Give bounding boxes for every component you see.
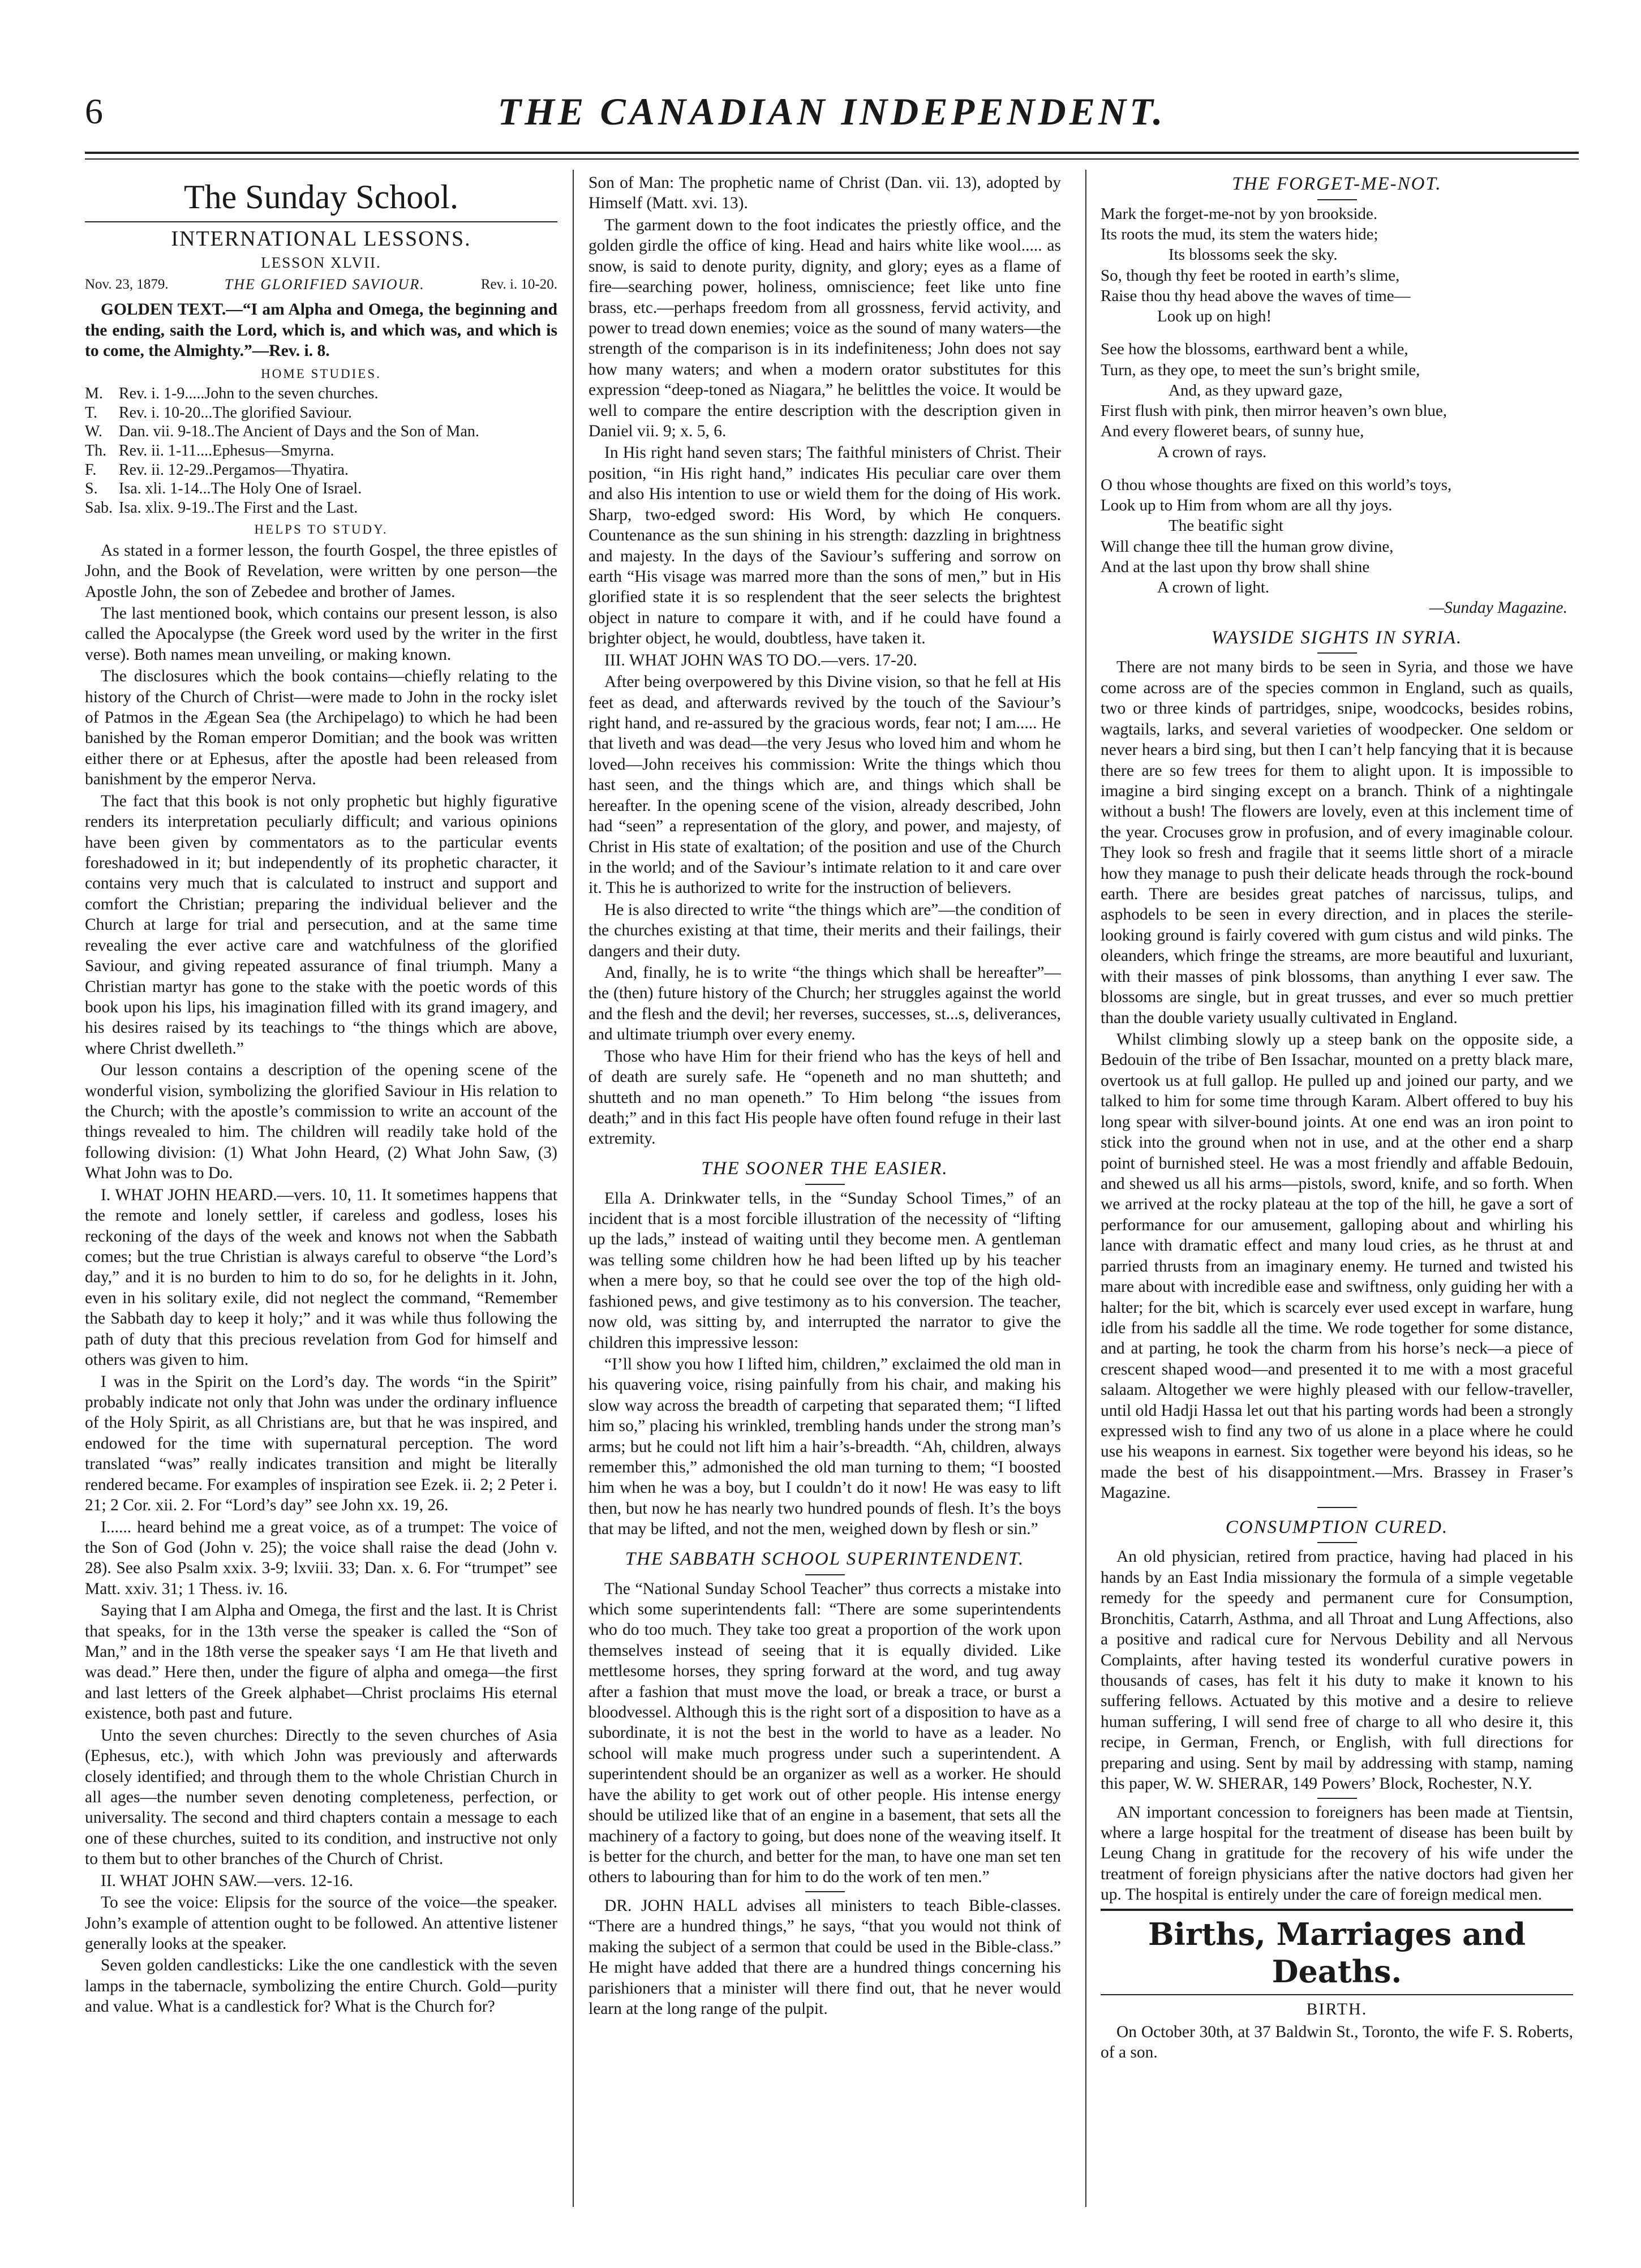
divider (1317, 1798, 1357, 1799)
study-day: M. (85, 385, 103, 403)
study-row (85, 422, 557, 441)
column-divider-1 (573, 170, 574, 2207)
lesson-title-row (85, 276, 557, 294)
paragraph: The last mentioned book, which contains our present lesson, is also called the Apocalypse (the Greek word used by the writer in the first verse). Both names mean unveiling, or making known. (85, 604, 557, 664)
poem (1101, 204, 1573, 598)
poem-line: A crown of light. (1157, 578, 1270, 596)
paragraph: As stated in a former lesson, the fourth Gospel, the three epistles of John, and the Book of Revelation, were written by one person—the Apostle John, the son of Zebedee and brother of James. (85, 541, 557, 601)
poem-line: A crown of rays. (1157, 443, 1267, 461)
paragraph: I. WHAT JOHN HEARD.—vers. 10, 11. It sometimes happens that the remote and lonely settler, if careless and godless, loses his reckoning of the days of the week and knows not when the Sabbath comes; but the true Christian is always careful to observe “the Lord’s day,” and it is no burden to him to do so, for he delights in it. John, even in his solitary exile, did not neglect the command, “Remember the Sabbath day to keep it holy;” and it was while thus following the path of duty that this precious revelation from God for himself and others was given to him. (85, 1185, 557, 1369)
poem-line: O thou whose thoughts are fixed on this world’s toys, (1101, 475, 1452, 494)
study-day: T. (85, 403, 98, 422)
page-header (85, 85, 1579, 147)
header-rule-thin (85, 158, 1579, 160)
paragraph: I was in the Spirit on the Lord’s day. The words “in the Spirit” probably indicate not only that John was under the ordinary influence of the Holy Spirit, as all Christians are, but that he was inspired, and endowed for the time with supernatural perception. The word translated “was” really indicates transition and might be literally rendered became. For examples of inspiration see Ezek. ii. 2; 2 Peter i. 21; 2 Cor. xii. 2. For “Lord’s day” see John xx. 19, 26. (85, 1372, 557, 1515)
paragraph: In His right hand seven stars; The faithful ministers of Christ. Their position, “in His right hand,” indicates His peculiar care over them and also His intention to use or wield them for the doing of His work. Sharp, two-edged sword: His Word, by which He conquers. Countenance as the sun shining in his strength: dazzling in brightness and majesty. In the days of the Saviour’s suffering and sorrow on earth “His visage was marred more than the sons of men,” but in His glorified state it is so resplendent that the seer selects the brightest object in nature to compare it with, and if he could have found a brighter object, he would, doubtless, have taken it. (588, 444, 1061, 648)
divider (1317, 652, 1357, 654)
paragraph: I...... heard behind me a great voice, as of a trumpet: The voice of the Son of God (John v. 25); the voice shall raise the dead (John v. 28). See also Psalm xxix. 3-9; lxviii. 33; Dan. x. 6. For “trumpet” see Matt. xxiv. 31; 1 Thess. iv. 16. (85, 1518, 557, 1598)
paragraph: DR. JOHN HALL advises all ministers to teach Bible-classes. “There are a hundred things,” he says, “that you would not think of making the subject of a sermon that could be used in the Bible-class.” He might have added that there are a hundred things concerning his parishioners that a minister will there find out, that he never would learn at the long range of the pulpit. (588, 1896, 1061, 2018)
study-row (85, 384, 557, 403)
section-title-sunday-school: The Sunday School. (184, 178, 458, 216)
home-studies-heading: HOME STUDIES. (261, 366, 381, 381)
study-row (85, 499, 557, 518)
poem-line: See how the blossoms, earthward bent a while, (1101, 340, 1408, 359)
study-day: S. (85, 480, 98, 498)
article-title-wayside: WAYSIDE SIGHTS IN SYRIA. (1211, 627, 1463, 648)
divider (1101, 1994, 1573, 1995)
study-day: Sab. (85, 499, 113, 517)
paragraph: AN important concession to foreigners has been made at Tientsin, where a large hospital for the treatment of disease has been built by Leung Chang in gratitude for the recovery of his wife under the treatment of foreign physicians after the native doctors had given her up. The hospital is entirely under the care of foreign medical men. (1101, 1803, 1573, 1904)
divider (805, 1574, 845, 1575)
poem-line: So, though thy feet be rooted in earth’s slime, (1101, 266, 1400, 285)
divider (805, 1891, 845, 1892)
lesson-number: LESSON XLVII. (261, 254, 381, 272)
paragraph: Ella A. Drinkwater tells, in the “Sunday School Times,” of an incident that is a most forcible illustration of the necessity of “lifting up the lads,” instead of waiting until they become men. A gentleman was telling some children how he had been lifted up by his teacher when a mere boy, so that he could see over the top of the high old-fashioned pews, and give testimony as to his conversion. The teacher, now old, was sitting by, and interrupted the narrator to give the children this impressive lesson: (588, 1189, 1061, 1352)
helps-heading: HELPS TO STUDY. (254, 522, 388, 537)
page-number: 6 (85, 91, 103, 131)
poem-line: Will change thee till the human grow divine, (1101, 537, 1394, 556)
paragraph: Unto the seven churches: Directly to the seven churches of Asia (Ephesus, etc.), with which John was previously and afterwards closely identified; and through them to the whole Christian Church in all ages—the number seven denoting completeness, perfection, or universality. The second and third chapters contain a message to each one of these churches, suited to its condition, and instructive not only to them but to other branches of the Church of Christ. (85, 1726, 557, 1868)
paragraph: An old physician, retired from practice, having had placed in his hands by an East India missionary the formula of a simple vegetable remedy for the speedy and permanent cure for Consumption, Bronchitis, Catarrh, Asthma, and all Throat and Lung Affections, also a positive and radical cure for Nervous Debility and all Nervous Complaints, after having tested its wonderful curative powers in thousands of cases, has felt it his duty to make it known to his suffering fellows. Actuated by this motive and a desire to relieve human suffering, I will send free of charge to all who desire it, this recipe, in German, French, or English, with full directions for preparing and using. Sent by mail by addressing with stamp, naming this paper, W. W. SHERAR, 149 Powers’ Block, Rochester, N.Y. (1101, 1548, 1573, 1793)
column-3 (1101, 173, 1573, 2204)
paragraph: Saying that I am Alpha and Omega, the first and the last. It is Christ that speaks, for in the 13th verse the speaker is called the “Son of Man,” and in the 18th verse the speaker says ‘I am He that liveth and was dead.” Here then, under the figure of alpha and omega—the first and last letters of the Greek alphabet—Christ proclaims His eternal existence, both past and future. (85, 1601, 557, 1723)
birth-heading: BIRTH. (1306, 2000, 1368, 2019)
study-text: Rev. i. 1-9.....John to the seven churches. (119, 385, 379, 403)
paragraph: To see the voice: Elipsis for the source of the voice—the speaker. John’s example of attention ought to be followed. An attentive listener generally looks at the speaker. (85, 1893, 557, 1953)
paragraph: The fact that this book is not only prophetic but highly figurative renders its interpretation peculiarly difficult; and various opinions have been given by commentators as to the particular events foreshadowed in it; but independently of its prophetic character, it contains very much that is calculated to instruct and support and comfort the Christian; preparing the individual believer and the Church at large for trial and persecution, and at the same time revealing the ever active care and watchfulness of the glorified Saviour, and giving repeated assurance of final triumph. Many a Christian martyr has gone to the stake with the poetic words of this book upon his lips, his imagination filled with its grand imagery, and his desires raised by its teachings to “the things which are above, where Christ dwelleth.” (85, 792, 557, 1058)
masthead: THE CANADIAN INDEPENDENT. (497, 90, 1166, 133)
poem-line: Mark the forget-me-not by yon brookside. (1101, 204, 1378, 223)
column-divider-2 (1085, 170, 1086, 2207)
poem-attribution: —Sunday Magazine. (1429, 599, 1567, 617)
lesson-title: THE GLORIFIED SAVIOUR. (224, 276, 425, 293)
divider (805, 1184, 845, 1185)
poem-line: Look up to Him from whom are all thy joys. (1101, 496, 1393, 514)
paragraph: After being overpowered by this Divine vision, so that he fell at His feet as dead, and afterwards revived by the touch of the Saviour’s right hand, and re-assured by the gracious words, fear not; I am..... He that liveth and was dead—the very Jesus who loved him and whom he loved—John receives his commission: Write the things which thou hast seen, and the things which are, and things which shall be hereafter. In the opening scene of the vision, already described, John had “seen” a representation of the glory, and power, and majesty, of Christ in His state of exaltation; of the position and use of the Church in the world; and of the Saviour’s intimate relation to it and care over it. This he is authorized to write for the instruction of believers. (588, 673, 1061, 897)
poem-title: THE FORGET-ME-NOT. (1232, 174, 1442, 194)
lesson-reference: Rev. i. 10-20. (480, 276, 557, 292)
paragraph: The disclosures which the book contains—chiefly relating to the history of the Church of Christ—were made to John in the rocky islet of Patmos in the Ægean Sea (the Archipelago) to which he had been banished by the Roman emperor Domitian; and the book was written either there or at Ephesus, after the apostle had been released from banishment by the emperor Nerva. (85, 667, 557, 789)
header-rule (85, 152, 1579, 154)
study-text: Isa. xli. 1-14...The Holy One of Israel. (119, 480, 362, 498)
study-row (85, 441, 557, 461)
study-text: Dan. vii. 9-18..The Ancient of Days and the Son of Man. (119, 423, 479, 441)
study-text: Rev. ii. 1-11....Ephesus—Smyrna. (119, 441, 334, 459)
poem-line: The beatific sight (1169, 517, 1283, 535)
paragraph: III. WHAT JOHN WAS TO DO.—vers. 17-20. (604, 651, 917, 669)
paragraph: “I’ll show you how I lifted him, children,” exclaimed the old man in his quavering voice, rising painfully from his chair, and making his slow way across the breadth of carpeting that separated them; “I lifted him so,” placing his wrinkled, trembling hands under the strong man’s arms; but he could not lift him a hair’s-breadth. “Ah, children, always remember this,” admonished the old man turning to them; “I boosted him when he was a boy, but I couldn’t do it now! He was easy to lift then, but now he has nearly two hundred pounds of flesh. It’s the boys that may be lifted, and not the men, weighed down by flesh or sin.” (588, 1355, 1061, 1539)
divider (1317, 199, 1357, 200)
article-title-sabbath: THE SABBATH SCHOOL SUPERINTENDENT. (625, 1548, 1025, 1569)
study-text: Rev. ii. 12-29..Pergamos—Thyatira. (119, 461, 349, 479)
column-1 (85, 173, 557, 2204)
column-2 (588, 173, 1061, 2204)
study-row (85, 403, 557, 423)
golden-text: GOLDEN TEXT.—“I am Alpha and Omega, the beginning and the ending, saith the Lord, which is, and which was, and which is to come, the Almighty.”—Rev. i. 8. (85, 300, 557, 360)
study-text: Isa. xlix. 9-19..The First and the Last. (119, 499, 358, 517)
paragraph: Seven golden candlesticks: Like the one candlestick with the seven lamps in the tabernacle, symbolizing the entire Church. Gold—purity and value. What is a candlestick for? What is the Church for? (85, 1956, 557, 2016)
birth-notice: On October 30th, at 37 Baldwin St., Toronto, the wife F. S. Roberts, of a son. (1101, 2023, 1573, 2062)
poem-line: And every floweret bears, of sunny hue, (1101, 422, 1364, 441)
paragraph: He is also directed to write “the things which are”—the condition of the churches existing at that time, their merits and their failings, their dangers and their duty. (588, 900, 1061, 960)
divider (1317, 1507, 1357, 1508)
article-title-sooner: THE SOONER THE EASIER. (701, 1158, 948, 1179)
study-day: W. (85, 423, 102, 441)
births-marriages-deaths-heading: Births, Marriages and Deaths. (1148, 1915, 1526, 1990)
paragraph: There are not many birds to be seen in Syria, and those we have come across are of the species common in England, such as quails, two or three kinds of partridges, snipe, woodcocks, besides robins, wagtails, larks, and several varieties of woodpecker. One seldom or never hears a bird sing, but then I can’t help fancying that it is because there are so few trees for them to alight upon. It is impossible to imagine a bird singing except on a branch. Think of a nightingale without a bush! The flowers are lovely, even at this inclement time of the year. Crocuses grow in profusion, and of every imaginable colour. They look so fresh and fragile that it seems little short of a miracle how they manage to push their delicate heads through the rock-bound earth. There are besides great patches of narcissus, tulips, and asphodels to be seen in every direction, and in places the sterile-looking ground is fairly covered with gum cistus and wild pinks. The oleanders, which fringe the streams, are more beautiful and luxuriant, with their masses of pink blossoms, than anything I ever saw. The blossoms are single, but in great trusses, and ever so much prettier than the double variety usually cultivated in England. (1101, 658, 1573, 1027)
divider (1101, 1909, 1573, 1911)
poem-line: First flush with pink, then mirror heaven’s own blue, (1101, 402, 1447, 420)
poem-line: Look up on high! (1157, 307, 1272, 325)
paragraph: The “National Sunday School Teacher” thus corrects a mistake into which some superintendents fall: “There are some superintendents who do too much. They take too great a proportion of the work upon themselves instead of seeing that it is equally divided. Like mettlesome horses, they spring forward at the word, and tug away after a fashion that must move the load, or break a trace, or burst a bloodvessel. Although this is the right sort of a disposition to have as a subordinate, it is not the best in the world to have as a leader. No school will make much progress under such a superintendent. A superintendent should be an organizer as well as a worker. He should have the ability to get work out of other people. His intense energy should be utilized like that of an engine in a basement, that sets all the machinery of a factory to going, but does none of the weaving itself. It is better for the church, and better for the man, to have one man set ten others to labouring than for him to do the work of ten men.” (588, 1579, 1061, 1887)
poem-line: Turn, as they ope, to meet the sun’s bright smile, (1101, 360, 1420, 379)
lesson-date: Nov. 23, 1879. (85, 276, 169, 292)
divider (1317, 1542, 1357, 1543)
paragraph: Those who have Him for their friend who has the keys of hell and of death are surely safe. He “openeth and no man shutteth; and shutteth and no man openeth.” To Him belong “the issues from death;” and in this fact His people have often found refuge in their last extremity. (588, 1047, 1061, 1148)
paragraph: Son of Man: The prophetic name of Christ (Dan. vii. 13), adopted by Himself (Matt. xvi. 13). (588, 174, 1061, 213)
poem-line: And at the last upon thy brow shall shine (1101, 557, 1370, 576)
study-text: Rev. i. 10-20...The glorified Saviour. (119, 403, 352, 422)
paragraph: II. WHAT JOHN SAW.—vers. 12-16. (101, 1871, 354, 1890)
poem-line: Raise thou thy head above the waves of time— (1101, 286, 1411, 305)
article-title-consumption: CONSUMPTION CURED. (1225, 1517, 1449, 1537)
paragraph: The garment down to the foot indicates the priestly office, and the golden girdle the office of king. Head and hairs white like wool..... as snow, is said to denote purity, dignity, and glory; eyes as a flame of fire—searching power, holiness, omniscience; feet like unto fine brass, etc.—perhaps freedom from all grossness, fervid activity, and power to tread down enemies; voice as the sound of many waters—the strength of the comparison is in its indefiniteness; John does not say how many waters; and when a modern orator substitutes for this expression “deep-toned as Niagara,” he belittles the voice. It would be well to compare the entire description with the description given in Daniel vii. 9; x. 5, 6. (588, 216, 1061, 441)
international-lessons-heading: INTERNATIONAL LESSONS. (171, 227, 471, 251)
poem-line: Its blossoms seek the sky. (1169, 246, 1338, 264)
study-row (85, 461, 557, 480)
poem-line: Its roots the mud, its stem the waters hide; (1101, 225, 1378, 243)
study-row (85, 479, 557, 499)
paragraph: And, finally, he is to write “the things which shall be hereafter”—the (then) future history of the Church; her struggles against the world and the flesh and the devil; her reverses, successes, st...s, deliverances, and ultimate triumph over every enemy. (588, 964, 1061, 1044)
study-day: Th. (85, 441, 107, 459)
study-day: F. (85, 461, 97, 479)
home-studies-list (85, 384, 557, 517)
poem-line: And, as they upward gaze, (1169, 381, 1343, 400)
paragraph: Whilst climbing slowly up a steep bank on the opposite side, a Bedouin of the tribe of Ben Issachar, mounted on a pretty black mare, overtook us at full gallop. He pulled up and joined our party, and we talked to him for some time through Karam. Albert offered to buy his long spear with silver-bound joints. At one end was an iron point to stick into the ground when not in use, and at the other end a sharp point of burnished steel. He was a most friendly and affable Bedouin, and shewed us all his arms—pistols, sword, knife, and so forth. When we arrived at the rocky plateau at the top of the hill, he gave a sort of performance for our amusement, galloping about and whirling his lance with dramatic effect and many loud cries, as he thrust at and parried thrusts from an imaginary enemy. He turned and twisted his mare about with incredible ease and swiftness, only guiding her with a halter; for the bit, which is scarcely ever used except in warfare, hung idle from his saddle all the time. We rode together for some distance, and at parting, he took the charm from his horse’s neck—a piece of crescent shaped wood—and presented it to me with a most graceful salaam. Altogether we were highly pleased with our fellow-traveller, until old Hadji Hassa let out that his parting words had been a strongly expressed wish to find any two of us alone in a place where he could use his weapons in earnest. Six together were beyond his ideas, so he made the best of his disappointment.—Mrs. Brassey in Fraser’s Magazine. (1101, 1030, 1573, 1502)
divider (85, 221, 557, 222)
paragraph: Our lesson contains a description of the opening scene of the wonderful vision, symbolizing the glorified Saviour in His relation to the Church; with the apostle’s commission to write an account of the things revealed to him. The children will readily take hold of the following division: (1) What John Heard, (2) What John Saw, (3) What John was to Do. (85, 1061, 557, 1183)
